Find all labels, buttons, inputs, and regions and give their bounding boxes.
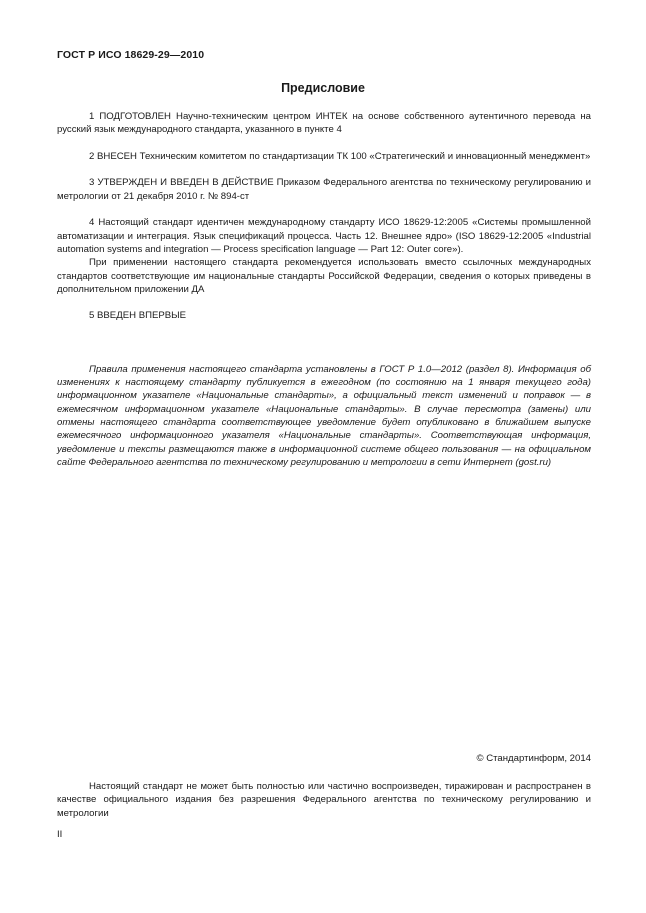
copyright-line: © Стандартинформ, 2014 [476, 753, 591, 764]
foreword-body [57, 110, 591, 469]
foreword-item-3: 3 УТВЕРЖДЕН И ВВЕДЕН В ДЕЙСТВИЕ Приказом Федерального агентства по техническому регулированию и метрологии от 21 декабря 2010 г. № 894-ст [57, 177, 591, 202]
foreword-item-5: 5 ВВЕДЕН ВПЕРВЫЕ [89, 310, 187, 322]
page-number: II [57, 829, 63, 840]
foreword-item-4: 4 Настоящий стандарт идентичен международному стандарту ИСО 18629-12:2005 «Системы промышленной автоматизации и интеграция. Язык спецификаций процесса. Часть 12. Внешнее ядро» (ISO 18629-12:2005 «Industrial automation systems and integration — Process specification language — Part 12: Outer core»). [57, 217, 591, 255]
reproduction-notice [57, 780, 591, 820]
foreword-title: Предисловие [281, 81, 365, 95]
document-code: ГОСТ Р ИСО 18629-29—2010 [57, 49, 205, 61]
application-rules: Правила применения настоящего стандарта установлены в ГОСТ Р 1.0—2012 (раздел 8). Информация об изменениях к настоящему стандарту публикуется в ежегодном (по состоянию на 1 января текущего года) информационном указателе «Национальные стандарты», а официальный текст изменений и поправок — в ежемесячном информационном указателе «Национальные стандарты». В случае пересмотра (замены) или отмены настоящего стандарта соответствующее уведомление будет опубликовано в ближайшем выпуске ежемесячного информационного указателя «Национальные стандарты». Соответствующая информация, уведомление и тексты размещаются также в информационной системе общего пользования — на официальном сайте Федерального агентства по техническому регулированию и метрологии в сети Интернет (gost.ru) [57, 363, 591, 468]
reproduction-notice-text: Настоящий стандарт не может быть полностью или частично воспроизведен, тиражирован и распространен в качестве официального издания без разрешения Федерального агентства по техническому регулированию и метрологии [57, 781, 591, 819]
foreword-item-4-note: При применении настоящего стандарта рекомендуется использовать вместо ссылочных международных стандартов соответствующие им национальные стандарты Российской Федерации, сведения о которых приведены в дополнительном приложении ДА [57, 257, 591, 295]
foreword-item-2: 2 ВНЕСЕН Техническим комитетом по стандартизации ТК 100 «Стратегический и инновационный менеджмент» [89, 150, 591, 162]
foreword-item-1: 1 ПОДГОТОВЛЕН Научно-техническим центром ИНТЕК на основе собственного аутентичного перевода на русский язык международного стандарта, указанного в пункте 4 [57, 111, 591, 136]
